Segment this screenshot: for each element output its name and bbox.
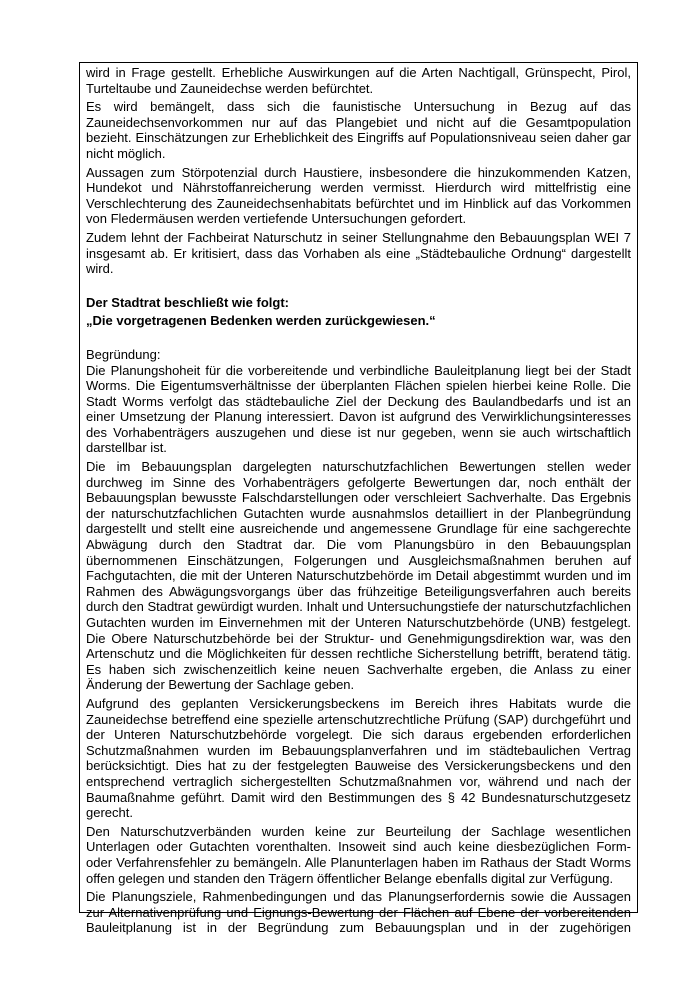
spacer — [86, 280, 631, 295]
paragraph-planning-authority: Die Planungshoheit für die vorbereitende und verbindliche Bauleitplanung liegt bei der Stadt Worms. Die Eigentumsverhältnisse der überplanten Flächen spielen hierbei keine Rolle. Die Stadt Worms verfolgt das städtebauliche Ziel der Deckung des Baulandbedarfs und ist an einer Umsetzung der Planung interessiert. Davon ist aufgrund des Verwirklichungsinteresses des Vorhabenträgers auszugehen und diese ist nur gegeben, wenn sie auch wirtschaftlich darstellbar ist. — [86, 362, 631, 456]
document-page — [79, 62, 638, 936]
paragraph-infiltration-basin: Aufgrund des geplanten Versickerungsbeckens im Bereich ihres Habitats wurde die Zauneidechse betreffend eine spezielle artenschutzrechtliche Prüfung (SAP) durchgeführt und der Unteren Naturschutzbehörde vorgelegt. Die sich daraus ergebenden erforderlichen Schutzmaßnahmen wurden im Bebauungsplanverfahren und im städtebaulichen Vertrag berücksichtigt. Dies hat zu der festgelegten Bauweise des Versickerungsbeckens und den entsprechend vertraglich sichergestellten Schutzmaßnahmen vor, während und nach der Baumaßnahme geführt. Damit wird den Bestimmungen des § 42 Bundesnaturschutzgesetz gerecht. — [86, 695, 631, 821]
resolution-heading: Der Stadtrat beschließt wie folgt: — [86, 294, 289, 310]
paragraph-advisory-board: Zudem lehnt der Fachbeirat Naturschutz in seiner Stellungnahme den Bebauungsplan WEI 7 insgesamt ab. Er kritisiert, dass das Vorhaben als eine „Städtebauliche Ordnung“ dargestellt wird. — [86, 229, 631, 277]
paragraph-pets-disturbance: Aussagen zum Störpotenzial durch Haustiere, insbesondere die hinzukommenden Katzen, Hundekot und Nährstoffanreicherung werden vermisst. Hierdurch wird mittelfristig eine Verschlechterung des Zauneidechsenhabitats befürchtet und im Hinblick auf das Vorkommen von Fledermäusen werden vertiefende Untersuchungen gefordert. — [86, 164, 631, 227]
paragraph-conservation-assessment: Die im Bebauungsplan dargelegten naturschutzfachlichen Bewertungen stellen weder durchweg im Sinne des Vorhabenträgers gefolgerte Bewertungen dar, noch enthält der Bebauungsplan bewusste Falschdarstellungen oder verschleiert Sachverhalte. Das Ergebnis der naturschutzfachlichen Gutachten wurde ausnahmslos detailliert in der Planbegründung dargestellt und stellt eine ausreichende und angemessene Grundlage für eine sachgerechte Abwägung durch den Stadtrat dar. Die vom Planungsbüro in den Bebauungsplan übernommenen Einschätzungen, Folgerungen und Ausgleichsmaßnahmen beruhen auf Fachgutachten, die mit der Unteren Naturschutzbehörde im Detail abgestimmt wurden und im Rahmen des Abwägungsvorgangs über das frühzeitige Beteiligungsverfahren auch bereits durch den Stadtrat gewürdigt wurden. Inhalt und Untersuchungstiefe der naturschutzfachlichen Gutachten wurden im Einvernehmen mit der Unteren Naturschutzbehörde (UNB) festgelegt. Die Obere Naturschutzbehörde bei der Struktur- und Genehmigungsdirektion war, was den Artenschutz und die Möglichkeiten für dessen rechtliche Sicherstellung betrifft, beratend tätig. Es haben sich zwischenzeitlich keine neuen Sachverhalte ergeben, die Anlass zu einer Änderung der Bewertung der Sachlage geben. — [86, 459, 631, 693]
paragraph-survey-criticism: Es wird bemängelt, dass sich die faunistische Untersuchung in Bezug auf das Zauneidechsenvorkommen nur auf das Plangebiet und nicht auf die Gesamtpopulation bezieht. Einschätzungen zur Erheblichkeit des Eingriffs auf Populationsniveau seien daher gar nicht möglich. — [86, 99, 631, 161]
resolution-text: „Die vorgetragenen Bedenken werden zurückgewiesen.“ — [86, 313, 436, 329]
paragraph-species-impact: wird in Frage gestellt. Erhebliche Auswirkungen auf die Arten Nachtigall, Grünspecht, Pirol, Turteltaube und Zauneidechse werden befürchtet. — [86, 65, 631, 96]
paragraph-associations-documents: Den Naturschutzverbänden wurden keine zur Beurteilung der Sachlage wesentlichen Unterlagen oder Gutachten vorenthalten. Insoweit sind auch keine diesbezüglichen Form- oder Verfahrensfehler zu bemängeln. Alle Planunterlagen haben im Rathaus der Stadt Worms offen gelegen und standen den Trägern öffentlicher Belange ebenfalls digital zur Verfügung. — [86, 823, 631, 886]
paragraph-planning-goals: Die Planungsziele, Rahmenbedingungen und das Planungserfordernis sowie die Aussagen zur Alternativenprüfung und Eignungs-Bewertung der Flächen auf Ebene der vorbereitenden Bauleitplanung ist in der Begründung zum Bebauungsplan und in der zugehörigen — [86, 889, 631, 936]
reasoning-heading: Begründung: — [86, 346, 161, 362]
spacer — [86, 332, 631, 347]
